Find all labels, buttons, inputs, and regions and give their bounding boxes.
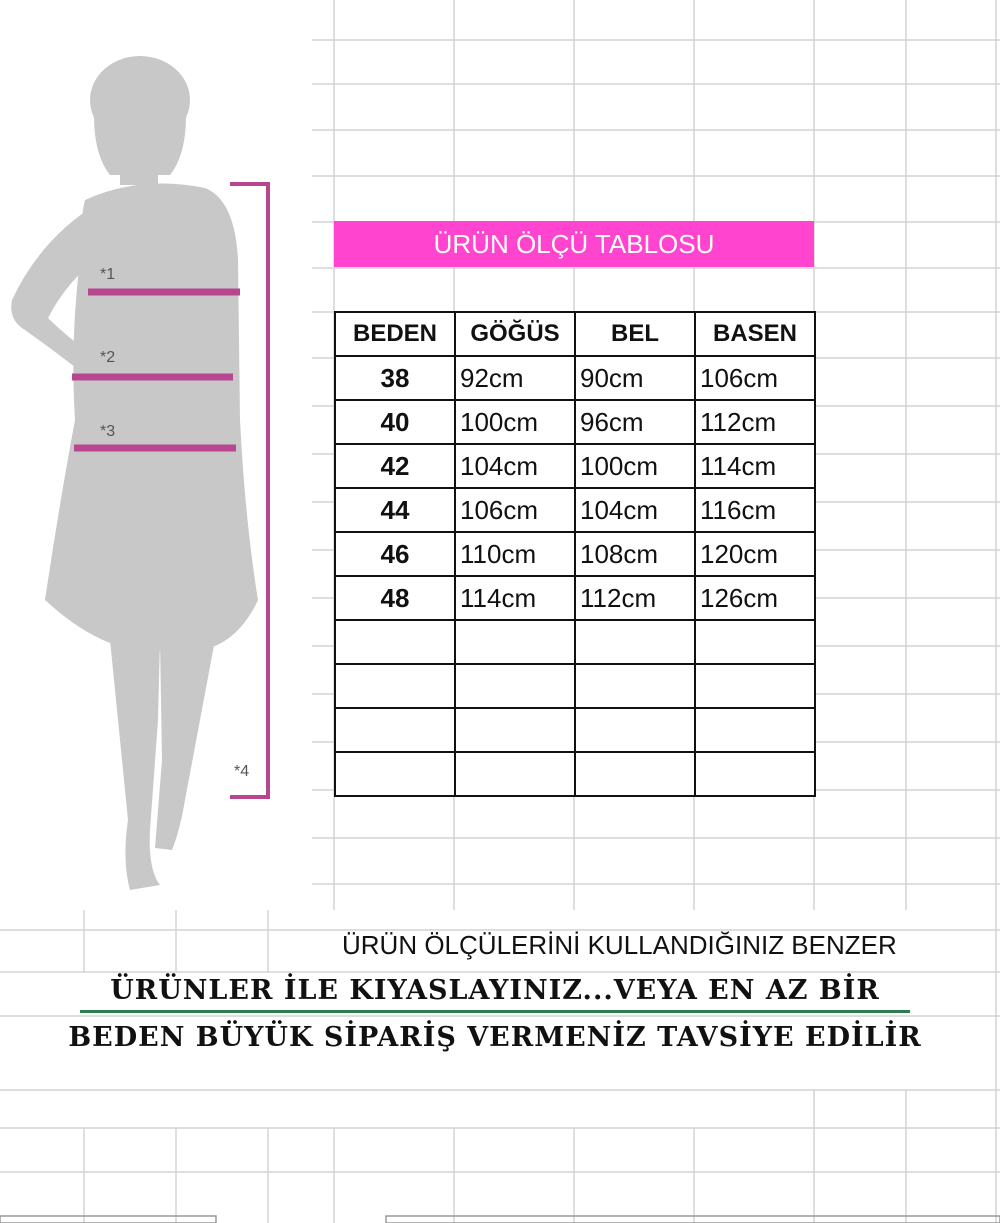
empty-cell (455, 620, 575, 664)
hip-cell: 112cm (695, 400, 815, 444)
size-cell: 44 (335, 488, 455, 532)
hip-cell: 114cm (695, 444, 815, 488)
empty-cell (335, 708, 455, 752)
mark-3: *3 (100, 423, 116, 440)
table-row (335, 532, 815, 576)
table-row-empty (335, 752, 815, 796)
mark-1: *1 (100, 266, 116, 283)
empty-cell (575, 664, 695, 708)
bust-cell: 92cm (455, 356, 575, 400)
size-advice-line-2: ÜRÜNLER İLE KIYASLAYINIZ...VEYA EN AZ BİR (80, 975, 910, 1013)
empty-cell (455, 708, 575, 752)
size-advice-line-3: BEDEN BÜYÜK SİPARİŞ VERMENİZ TAVSİYE EDİLİR (68, 1022, 922, 1053)
empty-cell (455, 664, 575, 708)
size-advice-line-1: ÜRÜN ÖLÇÜLERİNİ KULLANDIĞINIZ BENZER (342, 930, 897, 960)
header-bel: BEL (575, 312, 695, 356)
empty-cell (695, 664, 815, 708)
waist-cell: 100cm (575, 444, 695, 488)
bust-cell: 110cm (455, 532, 575, 576)
header-gogus: GÖĞÜS (455, 312, 575, 356)
hip-cell: 126cm (695, 576, 815, 620)
hip-cell: 116cm (695, 488, 815, 532)
empty-cell (455, 752, 575, 796)
mark-2: *2 (100, 349, 116, 366)
table-row (335, 576, 815, 620)
empty-cell (695, 752, 815, 796)
size-cell: 38 (335, 356, 455, 400)
mark-4: *4 (234, 763, 250, 780)
header-basen: BASEN (695, 312, 815, 356)
table-row (335, 488, 815, 532)
table-row (335, 356, 815, 400)
hip-cell: 120cm (695, 532, 815, 576)
table-row-empty (335, 620, 815, 664)
silhouette (11, 56, 258, 890)
waist-cell: 96cm (575, 400, 695, 444)
hip-cell: 106cm (695, 356, 815, 400)
table-row (335, 444, 815, 488)
empty-cell (575, 708, 695, 752)
empty-cell (335, 664, 455, 708)
table-header-row (335, 312, 815, 356)
empty-cell (335, 620, 455, 664)
table-row-empty (335, 708, 815, 752)
size-cell: 40 (335, 400, 455, 444)
waist-cell: 90cm (575, 356, 695, 400)
table-row-empty (335, 664, 815, 708)
bust-cell: 106cm (455, 488, 575, 532)
waist-cell: 108cm (575, 532, 695, 576)
header-beden: BEDEN (335, 312, 455, 356)
size-cell: 46 (335, 532, 455, 576)
bust-cell: 100cm (455, 400, 575, 444)
empty-cell (695, 708, 815, 752)
size-cell: 48 (335, 576, 455, 620)
bust-cell: 104cm (455, 444, 575, 488)
empty-cell (575, 752, 695, 796)
waist-cell: 112cm (575, 576, 695, 620)
empty-cell (695, 620, 815, 664)
empty-cell (575, 620, 695, 664)
dress-silhouette-figure (0, 0, 320, 900)
size-chart-title-banner (334, 221, 814, 267)
size-cell: 42 (335, 444, 455, 488)
bust-cell: 114cm (455, 576, 575, 620)
size-chart-table (334, 311, 816, 797)
size-chart-title: ÜRÜN ÖLÇÜ TABLOSU (433, 228, 715, 259)
waist-cell: 104cm (575, 488, 695, 532)
empty-cell (335, 752, 455, 796)
table-row (335, 400, 815, 444)
